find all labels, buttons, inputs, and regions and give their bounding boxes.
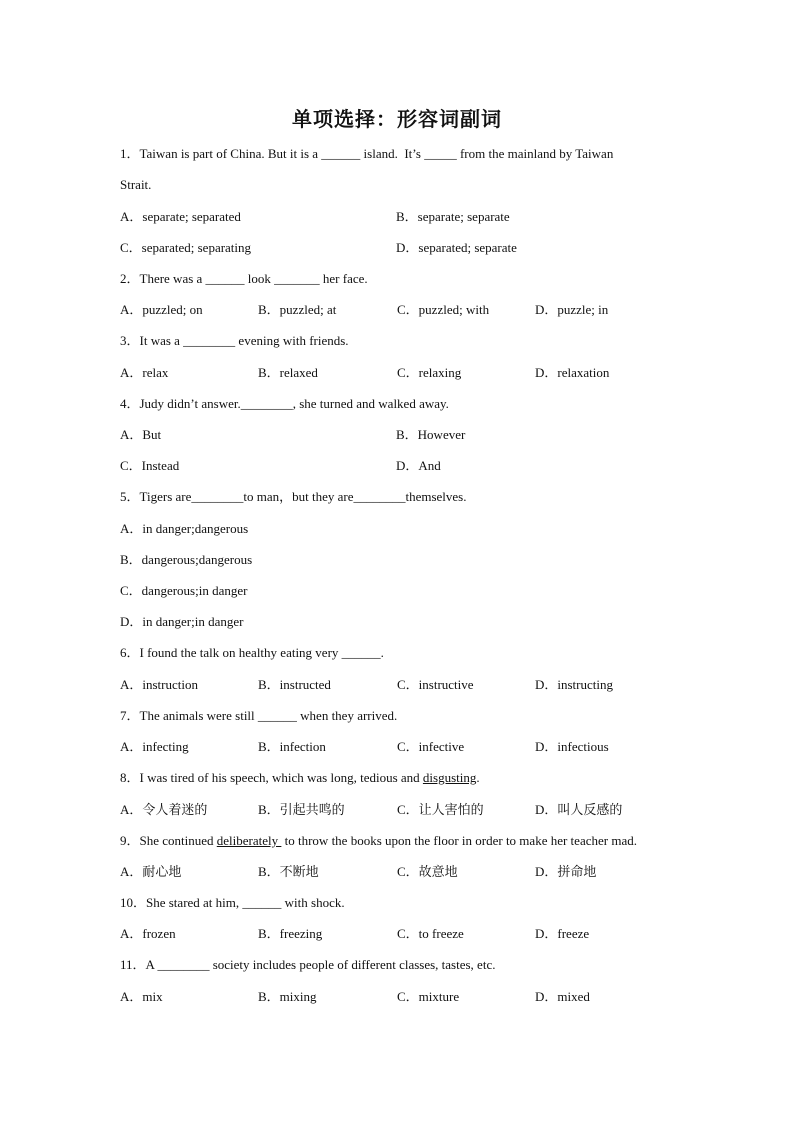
- question-1-option-b[interactable]: B．separate; separate: [396, 209, 510, 224]
- question-4-option-b[interactable]: B．However: [396, 427, 466, 442]
- question-5-text: 5．Tigers are________to man，but they are________themselves.: [120, 489, 467, 504]
- question-1-text: 1．Taiwan is part of China. But it is a ______ island. It’s _____ from the mainland by Taiwan: [120, 146, 614, 161]
- question-8-underlined-word: disgusting: [422, 770, 477, 785]
- question-9-option-d[interactable]: D．拼命地: [535, 864, 597, 879]
- question-9-text-post: to throw the books upon the floor in order to make her teacher mad.: [281, 833, 637, 848]
- question-5-option-d[interactable]: D．in danger;in danger: [120, 614, 244, 629]
- question-6-option-c[interactable]: C．instructive: [397, 677, 474, 692]
- question-11-text: 11．A ________ society includes people of different classes, tastes, etc.: [120, 957, 496, 972]
- question-8-text-pre: 8．I was tired of his speech, which was long, tedious and: [120, 770, 423, 785]
- question-10-option-d[interactable]: D．freeze: [535, 926, 590, 941]
- question-3-option-a[interactable]: A．relax: [120, 365, 169, 380]
- question-8-option-b[interactable]: B．引起共鸣的: [258, 802, 345, 817]
- question-11-option-a[interactable]: A．mix: [120, 989, 163, 1004]
- question-4-option-c[interactable]: C．Instead: [120, 458, 180, 473]
- question-2-option-a[interactable]: A．puzzled; on: [120, 302, 203, 317]
- question-4-option-d[interactable]: D．And: [396, 458, 441, 473]
- question-3-option-b[interactable]: B．relaxed: [258, 365, 318, 380]
- question-5-option-a[interactable]: A．in danger;dangerous: [120, 521, 249, 536]
- question-10-option-a[interactable]: A．frozen: [120, 926, 176, 941]
- question-7-text: 7．The animals were still ______ when they arrived.: [120, 708, 398, 723]
- question-9-text-pre: 9．She continued: [120, 833, 217, 848]
- question-2-option-d[interactable]: D．puzzle; in: [535, 302, 609, 317]
- question-6-text: 6．I found the talk on healthy eating very ______.: [120, 645, 384, 660]
- question-9-option-b[interactable]: B．不断地: [258, 864, 319, 879]
- question-9-underlined-word: deliberately: [216, 833, 282, 848]
- question-6-option-b[interactable]: B．instructed: [258, 677, 331, 692]
- question-9-option-a[interactable]: A．耐心地: [120, 864, 182, 879]
- question-1-option-d[interactable]: D．separated; separate: [396, 240, 517, 255]
- question-7-option-c[interactable]: C．infective: [397, 739, 465, 754]
- question-7-option-a[interactable]: A．infecting: [120, 739, 189, 754]
- question-10-option-b[interactable]: B．freezing: [258, 926, 323, 941]
- question-1-option-a[interactable]: A．separate; separated: [120, 209, 241, 224]
- question-11-option-c[interactable]: C．mixture: [397, 989, 460, 1004]
- question-5-option-c[interactable]: C．dangerous;in danger: [120, 583, 248, 598]
- question-8-text-post: .: [476, 770, 480, 785]
- question-11-option-d[interactable]: D．mixed: [535, 989, 590, 1004]
- question-10-text: 10．She stared at him, ______ with shock.: [120, 895, 345, 910]
- question-6-option-a[interactable]: A．instruction: [120, 677, 198, 692]
- question-3-option-d[interactable]: D．relaxation: [535, 365, 610, 380]
- question-4-text: 4．Judy didn’t answer.________, she turned and walked away.: [120, 396, 449, 411]
- question-7-option-b[interactable]: B．infection: [258, 739, 326, 754]
- question-1-text-cont: Strait.: [120, 177, 152, 192]
- page-title: 单项选择：形容词副词: [292, 107, 502, 131]
- question-8-option-a[interactable]: A．令人着迷的: [120, 802, 208, 817]
- question-3-text: 3．It was a ________ evening with friends.: [120, 333, 349, 348]
- question-6-option-d[interactable]: D．instructing: [535, 677, 613, 692]
- question-3-option-c[interactable]: C．relaxing: [397, 365, 462, 380]
- question-2-option-c[interactable]: C．puzzled; with: [397, 302, 490, 317]
- question-11-option-b[interactable]: B．mixing: [258, 989, 317, 1004]
- question-2-option-b[interactable]: B．puzzled; at: [258, 302, 337, 317]
- question-9-option-c[interactable]: C．故意地: [397, 864, 458, 879]
- question-8-text: [120, 770, 480, 786]
- question-10-option-c[interactable]: C．to freeze: [397, 926, 464, 941]
- question-9-text: [120, 833, 637, 849]
- question-1-option-c[interactable]: C．separated; separating: [120, 240, 252, 255]
- question-7-option-d[interactable]: D．infectious: [535, 739, 609, 754]
- question-8-option-c[interactable]: C．让人害怕的: [397, 802, 484, 817]
- question-4-option-a[interactable]: A．But: [120, 427, 162, 442]
- question-8-option-d[interactable]: D．叫人反感的: [535, 802, 623, 817]
- question-5-option-b[interactable]: B．dangerous;dangerous: [120, 552, 253, 567]
- question-2-text: 2．There was a ______ look _______ her face.: [120, 271, 368, 286]
